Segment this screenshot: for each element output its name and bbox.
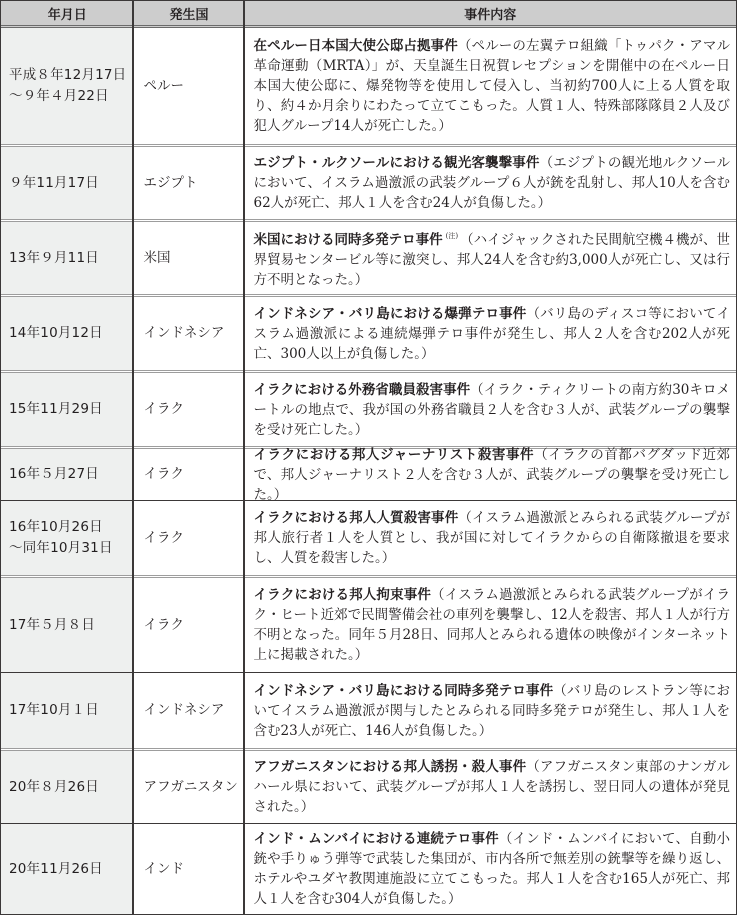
date-cell	[1, 28, 134, 144]
description-cell	[245, 297, 737, 370]
country-name: アフガニスタン	[143, 778, 238, 795]
table-row	[1, 219, 736, 294]
date-cell	[1, 449, 134, 500]
column-divider	[132, 1, 134, 914]
country-cell	[134, 449, 245, 500]
country-cell	[134, 222, 245, 294]
incident-description: （エジプトの観光地ルクソールにおいて、イスラム過激派の武装グループ６人が銃を乱射し、邦人10人を含む62人が死亡、邦人１人を含む24人が負傷した。）	[253, 155, 730, 211]
incident-title: 在ペルー日本国大使公邸占拠事件	[253, 38, 458, 54]
incident-title: イラクにおける邦人人質殺害事件	[253, 510, 459, 526]
description-cell	[245, 147, 737, 219]
incident-description: （イスラム過激派とみられる武装グループが邦人旅行者１人を人質とし、我が国に対してイラクからの自衛隊撤退を要求し、人質を殺害した。）	[253, 510, 730, 566]
description-cell	[245, 673, 737, 748]
incident-description: （ペルーの左翼テロ組織「トゥパク・アマル革命運動（MRTA）」が、天皇誕生日祝賀レセプションを開催中の在ペルー日本国大使公邸に、爆発物等を使用して侵入し、当初約700人に上る人質を取り、約４か月余りにわたって立てこもった。人質１人、特殊部隊隊員２人及び犯人グループ14人が死亡した。）	[253, 38, 731, 134]
date-cell	[1, 222, 134, 294]
table-row	[1, 446, 736, 503]
date-line: 平成８年12月17日	[9, 67, 127, 83]
date-line: 16年５月27日	[9, 466, 99, 482]
incident-description: （アフガニスタン東部のナンガルハール県において、武装グループが邦人１人を誘拐し、翌日同人の遺体が発見された。）	[253, 759, 730, 815]
incident-description: （イラク・ティクリートの南方約30キロメートルの地点で、我が国の外務省職員２人を含む３人が、武装グループの襲撃を受け死亡した。）	[253, 381, 730, 438]
country-name: 米国	[143, 249, 171, 266]
country-name: エジプト	[143, 174, 198, 191]
table-row	[1, 823, 736, 914]
country-name: インドネシア	[143, 702, 225, 718]
date-line: ～９年４月22日	[9, 88, 109, 104]
incident-title: エジプト・ルクソールにおける観光客襲撃事件	[253, 155, 540, 171]
incident-title: アフガニスタンにおける邦人誘拐・殺人事件	[253, 759, 527, 775]
date-line: 16年10月26日	[9, 519, 103, 535]
header-date: 年月日	[1, 1, 134, 25]
incident-description: （ハイジャックされた民間航空機４機が、世界貿易センタービル等に激突し、邦人24人を含む約3,000人が死亡し、又は行方不明となった。）	[253, 232, 731, 288]
country-cell	[134, 824, 245, 914]
incident-description: （イラクの首都バグダッド近郊で、邦人ジャーナリスト２人を含む３人が、武装グループの襲撃を受け死亡した。）	[253, 446, 731, 503]
incident-title: インドネシア・バリ島における同時多発テロ事件	[253, 682, 554, 699]
country-name: イラク	[143, 529, 184, 546]
date-cell	[1, 751, 134, 823]
footnote-marker: (注)	[445, 232, 459, 240]
table-row	[1, 575, 736, 672]
country-cell	[134, 297, 245, 370]
description-cell	[245, 373, 737, 446]
incident-title: インド・ムンバイにおける連続テロ事件	[253, 831, 499, 847]
country-name: インド	[143, 860, 184, 877]
country-cell	[134, 673, 245, 748]
country-cell	[134, 578, 245, 672]
description-cell	[245, 824, 737, 914]
country-name: イラク	[143, 401, 184, 417]
incident-description: （バリ島のディスコ等においてイスラム過激派による連続爆弾テロ事件が発生し、邦人２人を含む202人が死亡、300人以上が負傷した。）	[253, 305, 730, 362]
table-row	[1, 370, 736, 446]
incident-description: （インド・ムンバイにおいて、自動小銃や手りゅう弾等で武装した集団が、市内各所で無差別の銃撃等を繰り返し、ホテルやユダヤ教関連施設に立てこもった。邦人１人を含む165人が死亡、邦人１人を含む304人が負傷した。）	[253, 831, 730, 907]
header-country: 発生国	[134, 1, 245, 25]
date-cell	[1, 147, 134, 219]
description-cell	[245, 578, 737, 672]
incident-title: 米国における同時多発テロ事件	[253, 232, 443, 248]
country-name: ペルー	[143, 77, 184, 94]
date-line: 20年８月26日	[9, 778, 99, 795]
date-cell	[1, 501, 134, 575]
incident-title: イラクにおける外務省職員殺害事件	[253, 381, 471, 398]
country-cell	[134, 147, 245, 219]
table-header	[1, 1, 736, 28]
date-cell	[1, 673, 134, 748]
description-cell	[245, 751, 737, 823]
description-cell	[245, 501, 737, 575]
table-row	[1, 672, 736, 748]
date-cell	[1, 578, 134, 672]
date-line: 14年10月12日	[9, 325, 103, 341]
country-cell	[134, 373, 245, 446]
table-row	[1, 500, 736, 575]
country-cell	[134, 28, 245, 144]
header-description: 事件内容	[245, 1, 737, 25]
date-line: ～同年10月31日	[9, 540, 113, 556]
table-row	[1, 144, 736, 219]
table-row	[1, 748, 736, 823]
country-name: インドネシア	[143, 325, 225, 341]
country-name: イラク	[143, 616, 184, 633]
date-cell	[1, 824, 134, 914]
country-cell	[134, 501, 245, 575]
date-cell	[1, 373, 134, 446]
incident-title: イラクにおける邦人ジャーナリスト殺害事件	[253, 446, 535, 463]
date-line: 17年５月８日	[9, 616, 96, 633]
incident-title: インドネシア・バリ島における爆弾テロ事件	[253, 305, 527, 322]
column-divider	[243, 1, 245, 914]
country-cell	[134, 751, 245, 823]
incident-description: （イスラム過激派とみられる武装グループがイラク・ヒート近郊で民間警備会社の車列を襲撃し、12人を殺害、邦人１人が行方不明となった。同年５月28日、同邦人とみられる遺体の映像がインターネット上に掲載された。）	[253, 587, 730, 663]
description-cell	[245, 222, 737, 294]
date-line: 13年９月11日	[9, 249, 99, 266]
incident-description: （バリ島のレストラン等においてイスラム過激派が関与したとみられる同時多発テロが発生し、邦人１人を含む23人が死亡、146人が負傷した。）	[253, 682, 730, 739]
description-cell	[245, 28, 737, 144]
country-name: イラク	[143, 466, 184, 482]
table-row	[1, 294, 736, 370]
description-cell	[245, 446, 737, 503]
date-line: ９年11月17日	[9, 174, 99, 191]
date-line: 15年11月29日	[9, 401, 103, 417]
incident-title: イラクにおける邦人拘束事件	[253, 587, 432, 603]
date-line: 17年10月１日	[9, 702, 99, 718]
date-line: 20年11月26日	[9, 860, 103, 877]
table-row	[1, 28, 736, 144]
date-cell	[1, 297, 134, 370]
